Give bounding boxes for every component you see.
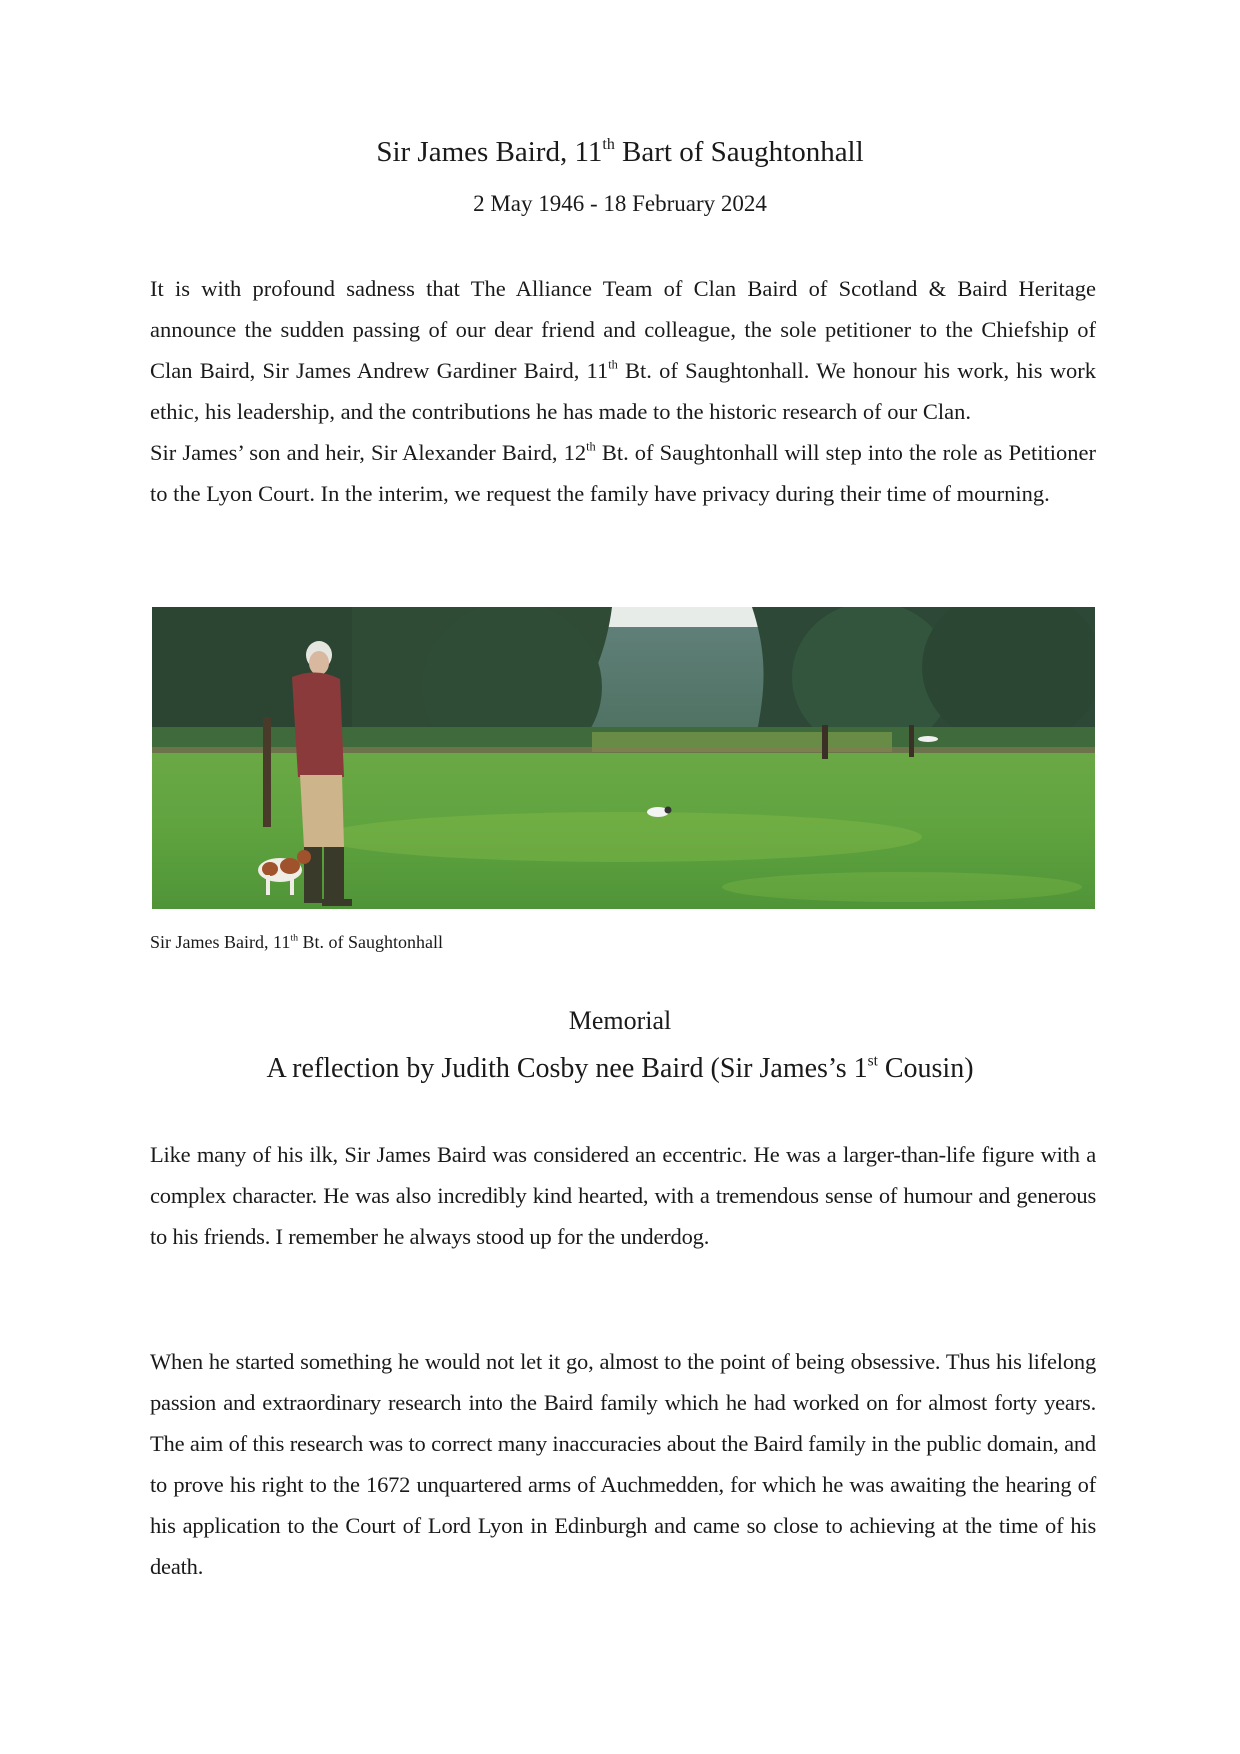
subheading-text: A reflection by Judith Cosby nee Baird (Sir James’s 1 [266, 1053, 868, 1084]
ordinal-suffix: th [586, 439, 596, 454]
memorial-paragraph-1 [150, 1134, 1096, 1257]
text-run: Sir James’ son and heir, Sir Alexander Baird, 12 [150, 440, 587, 465]
caption-text-rest: Bt. of Saughtonhall [298, 932, 444, 952]
photo-sir-james-baird [152, 607, 1095, 909]
memorial-heading: Memorial [568, 1006, 672, 1035]
announcement-paragraph-1 [150, 268, 1096, 432]
caption-text: Sir James Baird, 11 [150, 932, 291, 952]
announcement-paragraph-2 [150, 432, 1096, 514]
memorial-subheading [0, 1050, 1240, 1088]
subheading-text-rest: Cousin) [877, 1053, 974, 1084]
paragraph-text: When he started something he would not let it go, almost to the point of being obsessive. Thus his lifelong passion and extraordinary research into the Baird family which he had worked on for almost forty years. The aim of this research was to correct many inaccuracies about the Baird family in the public domain, and to prove his right to the 1672 unquartered arms of Auchmedden, for which he was awaiting the hearing of his application to the Court of Lord Lyon in Edinburgh and came so close to achieving at the time of his death. [150, 1349, 1096, 1579]
ordinal-suffix: st [867, 1052, 878, 1070]
title-text-rest: Bart of Saughtonhall [614, 136, 864, 168]
paragraph-text: Like many of his ilk, Sir James Baird was considered an eccentric. He was a larger-than-life figure with a complex character. He was also incredibly kind hearted, with a tremendous sense of humour and generous to his friends. I remember he always stood up for the underdog. [150, 1142, 1096, 1249]
announcement-text [150, 268, 1096, 514]
text-run: Bt. of Saughtonhall will step into the role as Petitioner to the Lyon Court. In the interim, we request the family have privacy during their time of mourning. [150, 440, 1096, 506]
title-text: Sir James Baird, 11 [376, 136, 603, 168]
title-ordinal-suffix: th [602, 136, 615, 154]
ordinal-suffix: th [290, 932, 299, 944]
page-title [0, 132, 1240, 172]
ordinal-suffix: th [608, 357, 618, 372]
photo-caption [150, 930, 443, 954]
text-run: Bt. of Saughtonhall. We honour his work, his work ethic, his leadership, and the contributions he has made to the historic research of our Clan. [150, 358, 1096, 424]
life-dates: 2 May 1946 - 18 February 2024 [473, 191, 767, 216]
text-run: It is with profound sadness that The Alliance Team of Clan Baird of Scotland & Baird Heritage announce the sudden passing of our dear friend and colleague, the sole petitioner to the Chiefship of Clan Baird, Sir James Andrew Gardiner Baird, 11 [150, 276, 1096, 383]
memorial-paragraph-2 [150, 1341, 1096, 1587]
